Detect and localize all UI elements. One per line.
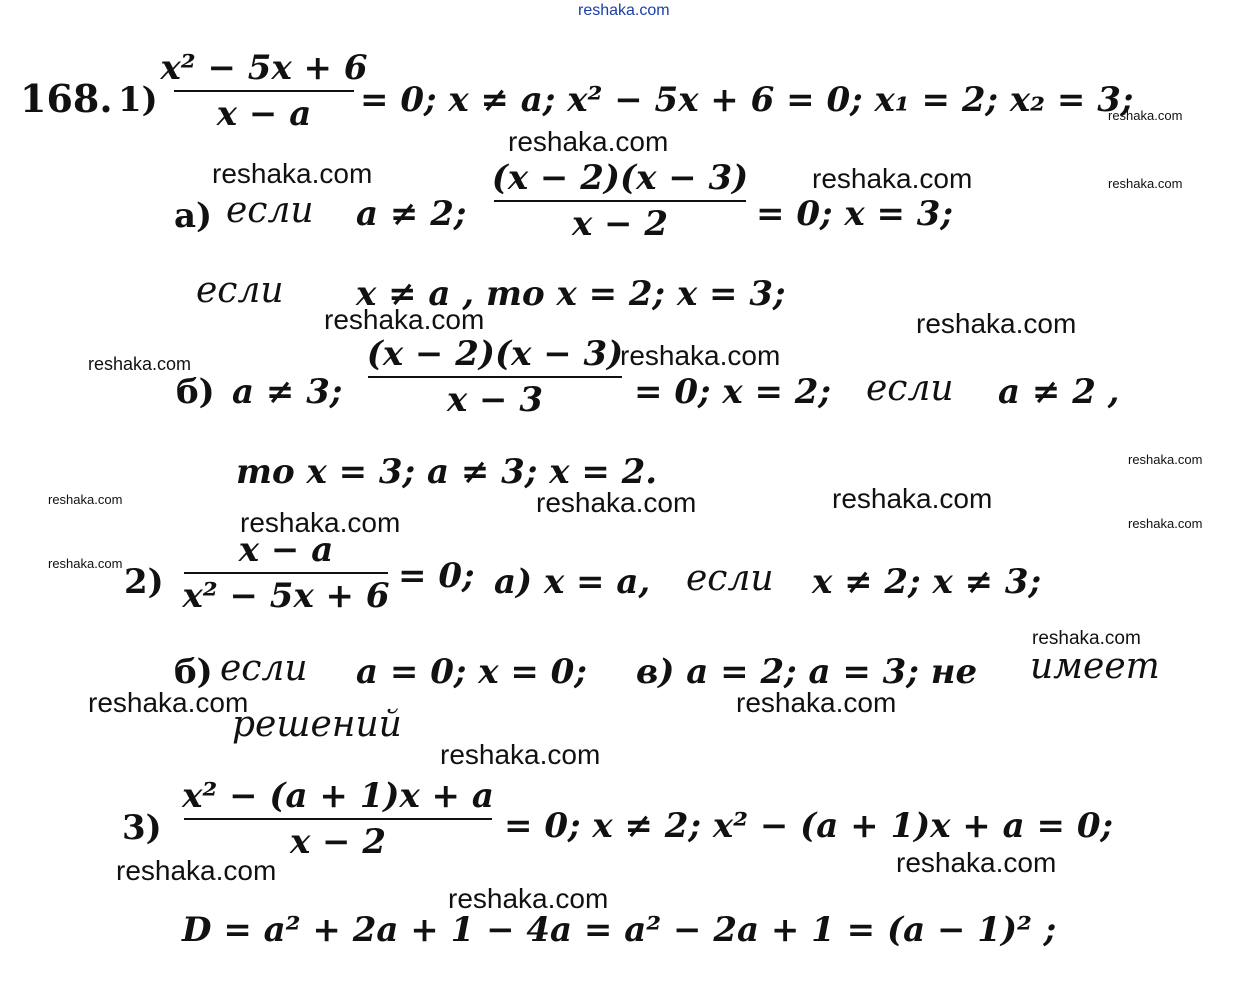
part1-b-denominator: x − 3 [446, 380, 544, 420]
part3-denominator: x − 2 [289, 822, 387, 862]
watermark: reshaka.com [440, 739, 601, 770]
watermark: reshaka.com [324, 304, 485, 335]
part1-a-denominator: x − 2 [571, 204, 669, 244]
watermark: reshaka.com [212, 158, 373, 189]
part2-v-text: в) a = 2; a = 3; не [636, 652, 978, 692]
part1-a-fraction [491, 156, 749, 246]
watermark: reshaka.com [812, 163, 973, 194]
watermark: reshaka.com [1128, 452, 1203, 467]
part1-a-condition: a ≠ 2; [356, 194, 467, 234]
site-header-watermark: reshaka.com [578, 2, 670, 19]
watermark: reshaka.com [736, 687, 897, 718]
watermark: reshaka.com [88, 354, 192, 374]
part2-b-label: б) [174, 652, 213, 692]
watermark: reshaka.com [1128, 516, 1203, 531]
part1-a-rest: = 0; x = 3; [756, 194, 954, 234]
watermark: reshaka.com [1032, 628, 1141, 649]
watermark: reshaka.com [1108, 108, 1183, 123]
watermark: reshaka.com [832, 483, 993, 514]
watermark: reshaka.com [240, 507, 401, 538]
watermark: reshaka.com [448, 883, 609, 914]
watermark: reshaka.com [88, 687, 249, 718]
part1-fraction [160, 46, 368, 136]
part2-v-handwritten-word2: решений [232, 704, 402, 745]
part3-fraction [184, 774, 492, 864]
watermark: reshaka.com [48, 492, 123, 507]
part3-discriminant: D = a² + 2a + 1 − 4a = a² − 2a + 1 = (a − 1)² ; [182, 910, 1057, 950]
part3-rest: = 0; x ≠ 2; x² − (a + 1)x + a = 0; [504, 806, 1114, 846]
part1-line2-text: x ≠ a , то x = 2; x = 3; [356, 274, 786, 314]
part1-b-label: б) [176, 372, 215, 412]
watermark: reshaka.com [48, 556, 123, 571]
watermark: reshaka.com [116, 855, 277, 886]
part2-fraction [184, 528, 388, 618]
part1-numerator: x² − 5x + 6 [160, 48, 368, 88]
part1-b-fraction [368, 332, 622, 422]
part2-v-handwritten-word: имеет [1030, 646, 1160, 687]
problem-number: 168. [20, 76, 113, 121]
part2-b-handwritten-word: если [220, 648, 308, 689]
watermark: reshaka.com [620, 340, 781, 371]
watermark: reshaka.com [916, 308, 1077, 339]
watermark: reshaka.com [896, 847, 1057, 878]
part2-rest: = 0; [398, 556, 475, 596]
part1-label: 1) [118, 80, 158, 120]
watermark: reshaka.com [536, 487, 697, 518]
part1-b-condition: a ≠ 3; [232, 372, 343, 412]
watermark: reshaka.com [1108, 176, 1183, 191]
part1-denominator: x − a [216, 94, 312, 134]
part1-line4-text: то x = 3; a ≠ 3; x = 2. [236, 452, 658, 492]
part1-b-tail: a ≠ 2 , [998, 372, 1120, 412]
part2-a-tail: x ≠ 2; x ≠ 3; [812, 562, 1042, 602]
part1-b-rest: = 0; x = 2; [634, 372, 832, 412]
watermark: reshaka.com [508, 126, 669, 157]
part1-b-handwritten-word: если [866, 368, 954, 409]
part1-line2-handwritten-word: если [196, 270, 284, 311]
part2-a-text: а) x = a, [494, 562, 651, 602]
part2-a-handwritten-word: если [686, 558, 774, 599]
part3-numerator: x² − (a + 1)x + a [182, 776, 494, 816]
part2-label: 2) [124, 562, 164, 602]
part1-a-numerator: (x − 2)(x − 3) [491, 158, 749, 198]
part2-denominator: x² − 5x + 6 [182, 576, 390, 616]
part1-b-numerator: (x − 2)(x − 3) [366, 334, 624, 374]
part1-equation-rest: = 0; x ≠ a; x² − 5x + 6 = 0; x₁ = 2; x₂ = 3; [360, 80, 1134, 120]
part2-b-text: a = 0; x = 0; [356, 652, 587, 692]
part2-numerator: x − a [238, 530, 334, 570]
part1-a-handwritten-word: если [226, 190, 314, 231]
part3-label: 3) [122, 808, 162, 848]
part1-a-label: а) [174, 196, 213, 236]
